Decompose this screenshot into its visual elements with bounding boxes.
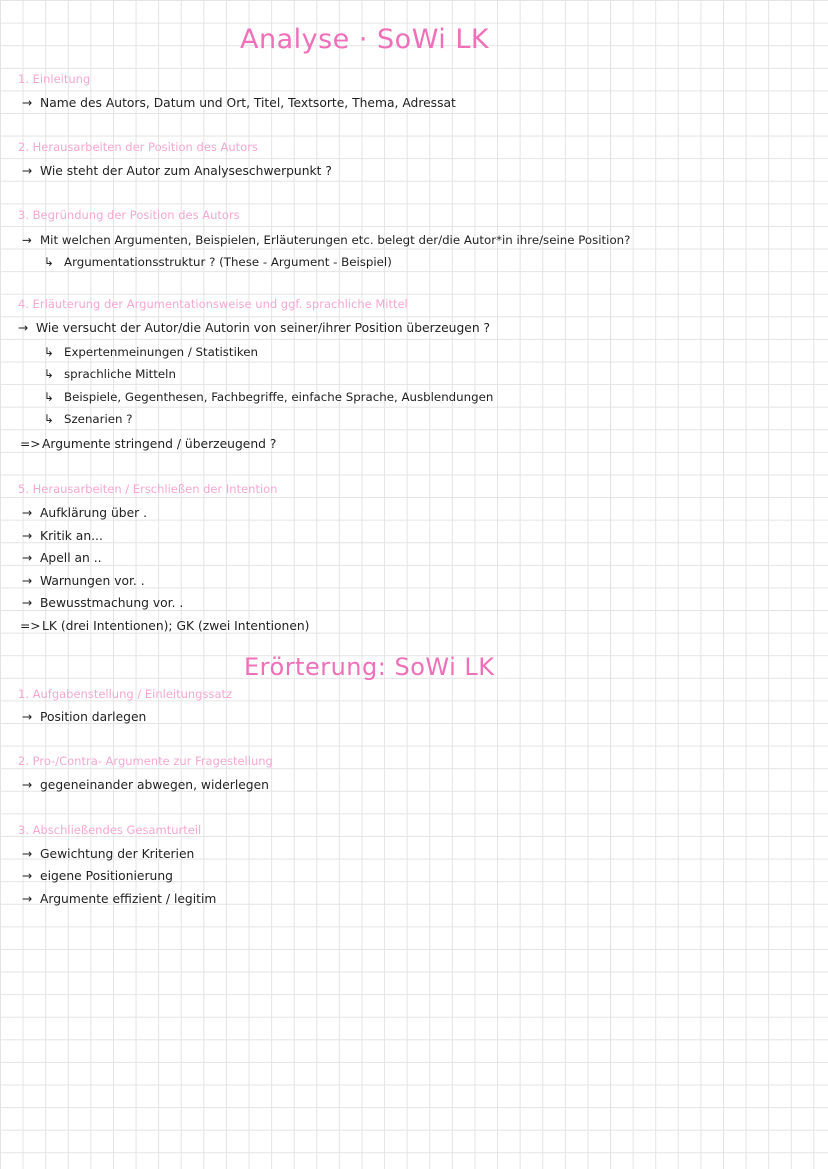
sub-arrow-icon: ↳ [44, 367, 54, 381]
arrow-icon: → [22, 596, 33, 610]
arrow-icon: → [22, 710, 33, 724]
arrow-icon: → [22, 892, 33, 906]
analyse-title: Analyse · SoWi LK [240, 24, 490, 55]
list-item: → Bewusstmachung vor. . [22, 596, 184, 610]
sub-item: ↳ Expertenmeinungen / Statistiken [44, 345, 258, 359]
section-heading-einleitung: 1. Einleitung [18, 72, 91, 86]
list-item: → Wie steht der Autor zum Analyseschwerpunkt ? [22, 164, 332, 178]
section-heading-gesamturteil: 3. Abschließendes Gesamturteil [18, 823, 202, 837]
arrow-icon: → [22, 506, 33, 520]
sub-item: ↳ sprachliche Mitteln [44, 367, 176, 381]
sub-item: ↳ Szenarien ? [44, 412, 133, 426]
sub-arrow-icon: ↳ [44, 255, 54, 269]
sub-arrow-icon: ↳ [44, 390, 54, 404]
arrow-icon: → [22, 574, 33, 588]
section-heading-intention: 5. Herausarbeiten / Erschließen der Intention [18, 482, 278, 496]
arrow-icon: → [22, 164, 33, 178]
eroerterung-title: Erörterung: SoWi LK [244, 653, 495, 681]
section-heading-pro-contra: 2. Pro-/Contra- Argumente zur Fragestellung [18, 754, 273, 768]
arrow-icon: → [22, 778, 33, 792]
sub-item: ↳ Beispiele, Gegenthesen, Fachbegriffe, einfache Sprache, Ausblendungen [44, 390, 494, 404]
arrow-icon: → [22, 847, 33, 861]
sub-item: ↳ Argumentationsstruktur ? (These - Argument - Beispiel) [44, 255, 392, 269]
arrow-icon: → [22, 96, 33, 110]
list-item: → eigene Positionierung [22, 869, 173, 883]
section-heading-argumentationsweise: 4. Erläuterung der Argumentationsweise und ggf. sprachliche Mittel [18, 297, 408, 311]
list-item: → Mit welchen Argumenten, Beispielen, Erläuterungen etc. belegt der/die Autor*in ihre/seine Position? [22, 233, 631, 247]
list-item: → Gewichtung der Kriterien [22, 847, 195, 861]
arrow-icon: → [22, 551, 33, 565]
list-item: → Name des Autors, Datum und Ort, Titel, Textsorte, Thema, Adressat [22, 96, 456, 110]
arrow-icon: → [22, 233, 32, 247]
sub-arrow-icon: ↳ [44, 412, 54, 426]
implies-icon: => [20, 619, 41, 633]
section-heading-begruendung: 3. Begründung der Position des Autors [18, 208, 240, 222]
list-item: → Aufklärung über . [22, 506, 148, 520]
conclusion-line: =>LK (drei Intentionen); GK (zwei Intentionen) [20, 619, 310, 633]
conclusion-line: =>Argumente stringend / überzeugend ? [20, 437, 277, 451]
list-item: → Kritik an... [22, 529, 103, 543]
list-item: → Warnungen vor. . [22, 574, 145, 588]
list-item: → Position darlegen [22, 710, 147, 724]
list-item: → Wie versucht der Autor/die Autorin von seiner/ihrer Position überzeugen ? [18, 321, 491, 335]
sub-arrow-icon: ↳ [44, 345, 54, 359]
list-item: → gegeneinander abwegen, widerlegen [22, 778, 269, 792]
section-heading-position: 2. Herausarbeiten der Position des Autors [18, 140, 258, 154]
list-item: → Apell an .. [22, 551, 102, 565]
arrow-icon: → [22, 869, 33, 883]
section-heading-aufgabenstellung: 1. Aufgabenstellung / Einleitungssatz [18, 687, 233, 701]
list-item: → Argumente effizient / legitim [22, 892, 217, 906]
arrow-icon: → [18, 321, 29, 335]
arrow-icon: → [22, 529, 33, 543]
implies-icon: => [20, 437, 41, 451]
